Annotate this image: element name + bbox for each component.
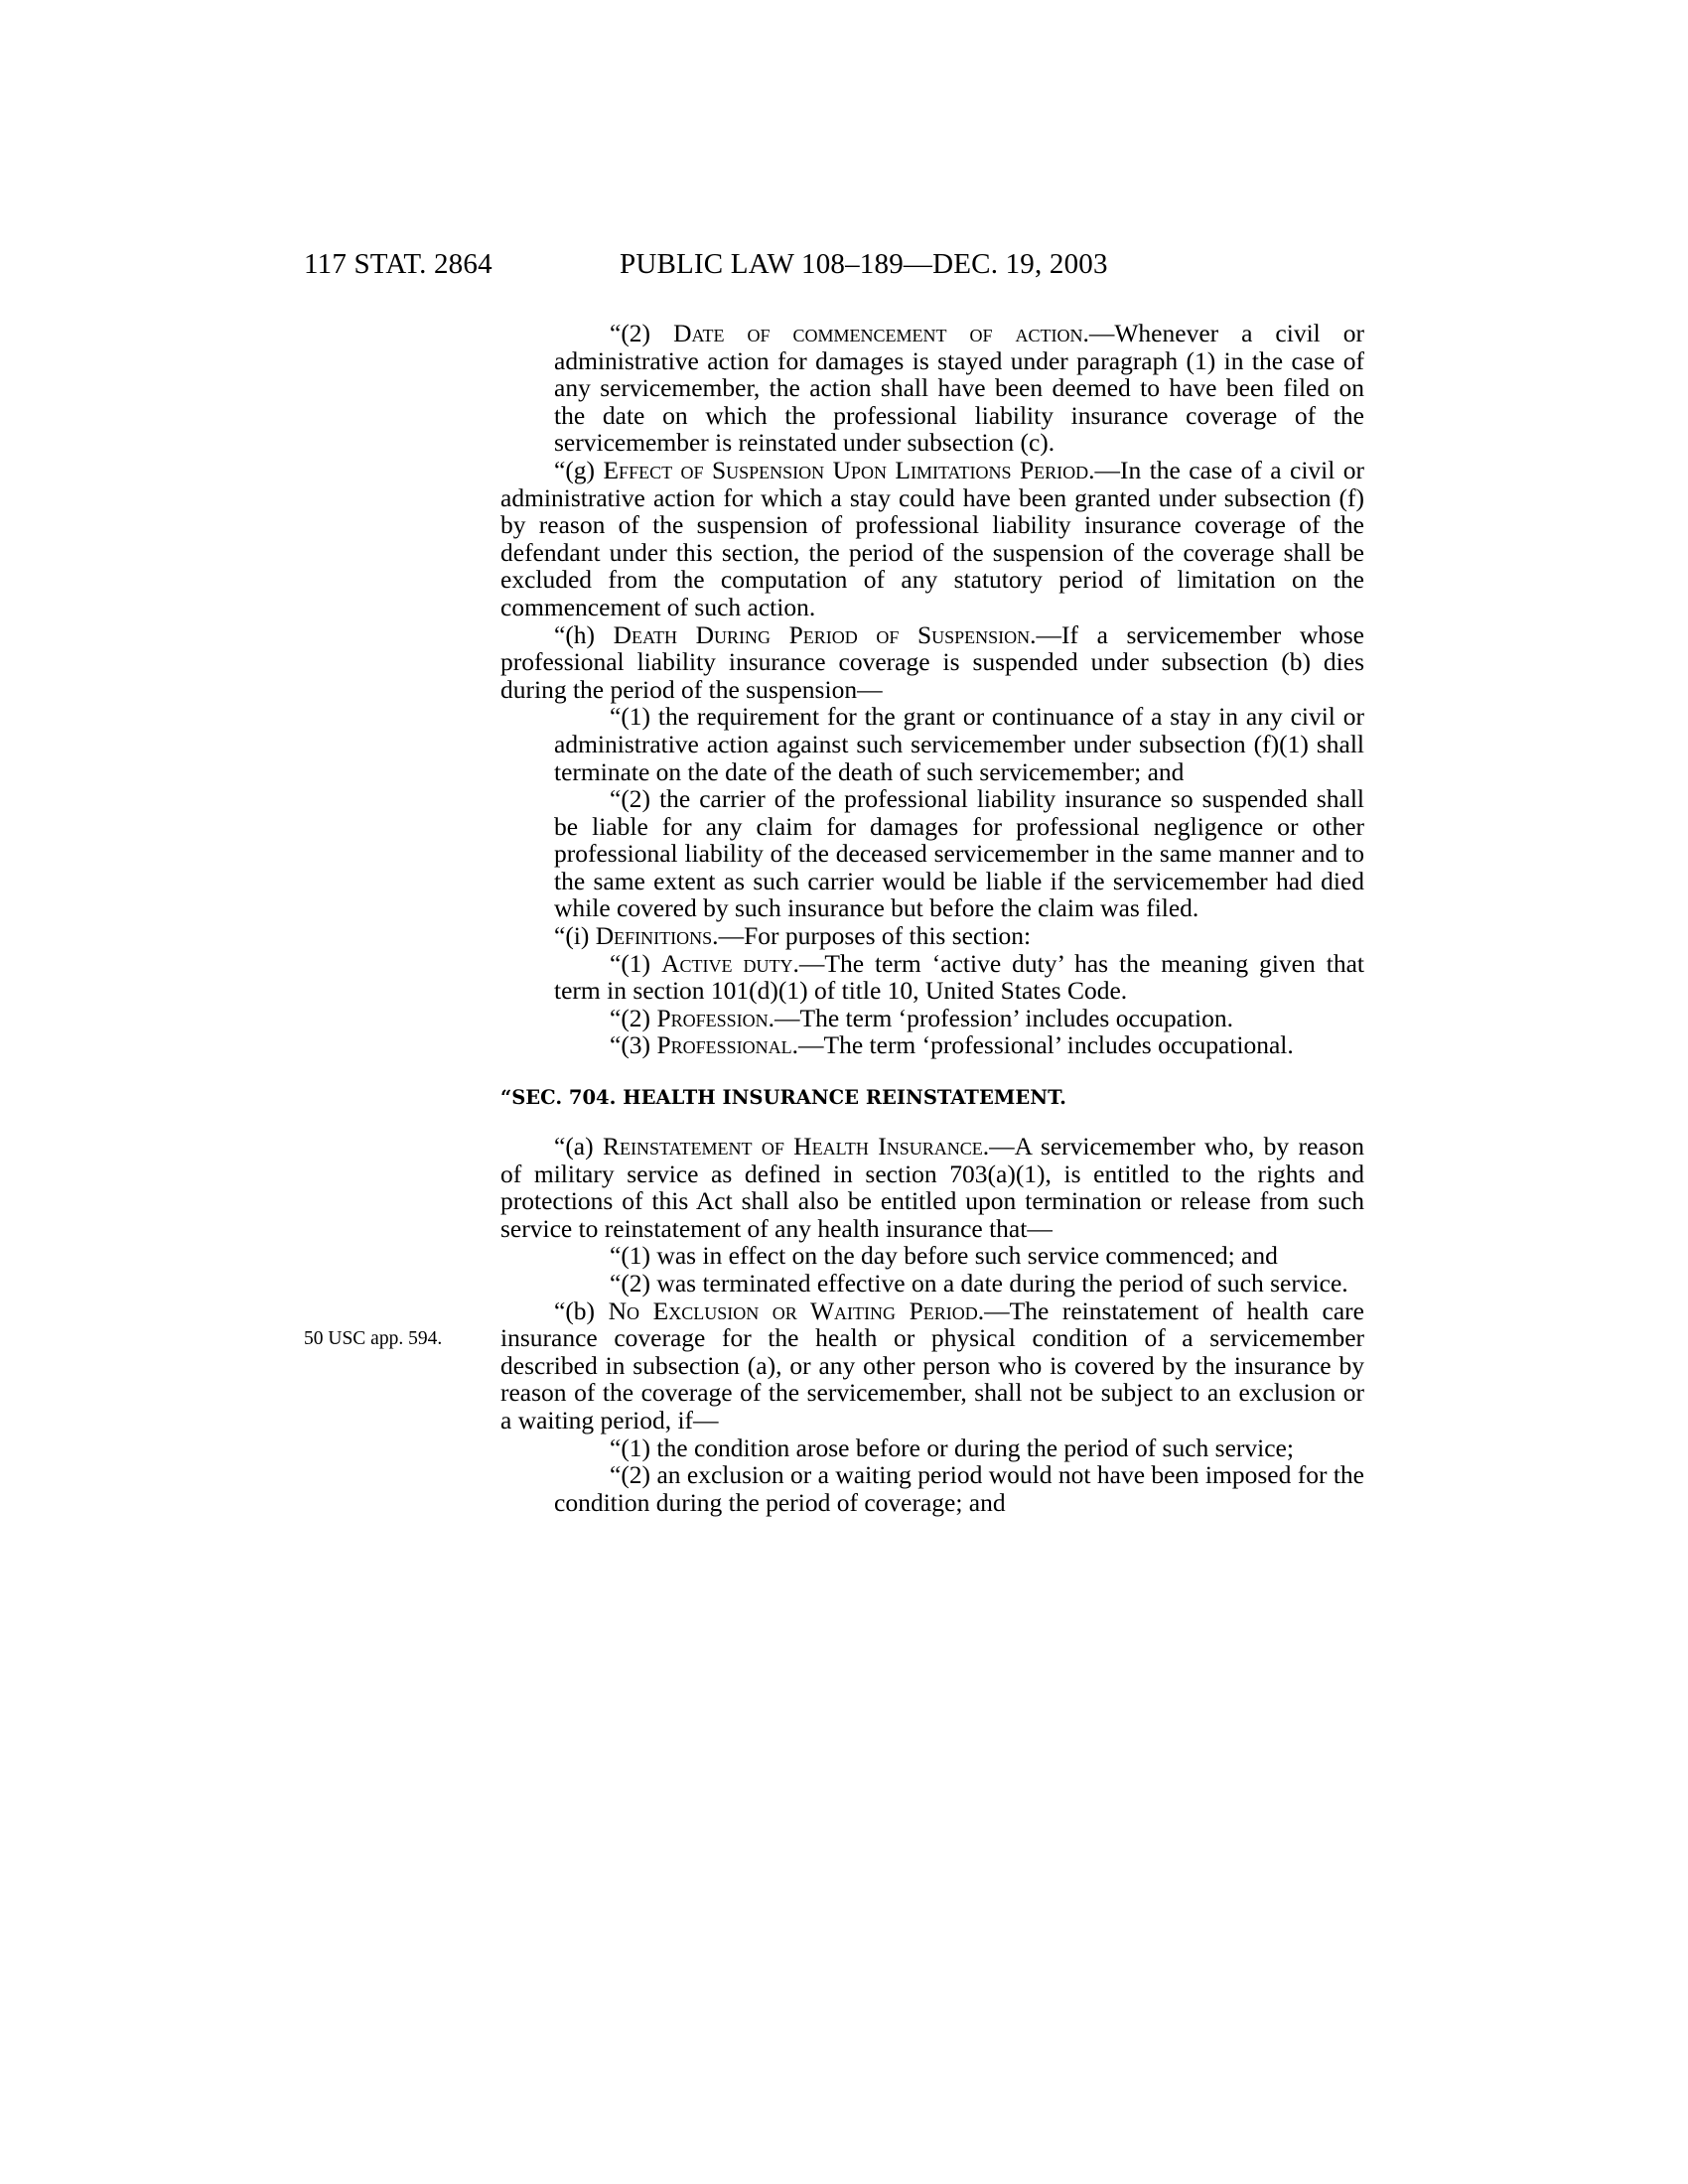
paragraph-heading: Professional.	[656, 1030, 799, 1060]
paragraph-definition-active-duty	[554, 950, 1364, 1005]
paragraph-b-2: “(2) an exclusion or a waiting period would not have been imposed for the condition during the period of coverage; and	[554, 1460, 1364, 1517]
paragraph-a-2: “(2) was terminated effective on a date during the period of such service.	[610, 1269, 1348, 1297]
paragraph-lead: “(h)	[554, 619, 614, 649]
paragraph-lead: “(g)	[554, 455, 604, 484]
paragraph-text: —A servicemember who, by reason of military service as defined in section 703(a)(1), is entitled to the rights and protections of this Act shall also be entitled upon termination or release from such service to reinstatement of any health insurance that—	[500, 1132, 1365, 1243]
paragraph-heading: Reinstatement of Health Insurance.	[602, 1132, 990, 1161]
paragraph-lead: “(3)	[610, 1030, 657, 1060]
paragraph-text: —The reinstatement of health care insurance coverage for the health or physical condition of a servicemember described in subsection (a), or any other person who is covered by the insurance by reason of the coverage of the servicemember, shall not be subject to an exclusion or a waiting period, if—	[500, 1296, 1364, 1434]
paragraph-subsection-a	[500, 1133, 1364, 1242]
paragraph-lead: “(2)	[610, 319, 674, 347]
paragraph-lead: “(i)	[554, 921, 596, 951]
paragraph-subsection-g	[500, 457, 1364, 621]
paragraph-text: —Whenever a civil or administrative action for damages is stayed under paragraph (1) in the case of any servicemember, the action shall have been deemed to have been filed on the date on which the professional liability insurance coverage of the servicemember is reinstated under subsection (c).	[554, 319, 1364, 458]
paragraph-heading: Effect of Suspension Upon Limitations Period.	[603, 455, 1095, 484]
paragraph-heading: Date of commencement of action.	[673, 319, 1089, 347]
page-header	[0, 248, 1688, 288]
page-title: PUBLIC LAW 108–189—DEC. 19, 2003	[620, 248, 1108, 280]
paragraph-heading: Profession.	[656, 1003, 775, 1032]
paragraph-heading: Definitions.	[595, 921, 719, 951]
paragraph-h-1: “(1) the requirement for the grant or continuance of a stay in any civil or administrative action against such servicemember under subsection (f)(1) shall terminate on the date of the death of such servicemember; and	[554, 702, 1364, 786]
paragraph-a-1: “(1) was in effect on the day before such service commenced; and	[610, 1241, 1278, 1271]
margin-citation: 50 USC app. 594.	[304, 1328, 443, 1349]
paragraph-subsection-h	[500, 621, 1364, 704]
paragraph-h-2: “(2) the carrier of the professional liability insurance so suspended shall be liable for any claim for damages for professional negligence or other professional liability of the deceased servicemember in the same manner and to the same extent as such carrier would be liable if the servicemember had died while covered by such insurance but before the claim was filed.	[554, 784, 1364, 923]
paragraph-date-of-commencement	[554, 320, 1364, 457]
paragraph-text: —The term ‘profession’ includes occupation.	[774, 1003, 1233, 1032]
paragraph-definition-professional	[554, 1031, 1364, 1059]
paragraph-lead: “(b)	[554, 1296, 609, 1325]
section-heading: “SEC. 704. HEALTH INSURANCE REINSTATEMENT.	[500, 1086, 1066, 1110]
paragraph-text: —For purposes of this section:	[718, 921, 1032, 951]
paragraph-definition-profession	[554, 1005, 1364, 1032]
paragraph-text: —The term ‘active duty’ has the meaning given that term in section 101(d)(1) of title 10, United States Code.	[554, 948, 1365, 1006]
document-body	[500, 320, 1364, 1516]
paragraph-heading: No Exclusion or Waiting Period.	[608, 1296, 985, 1325]
paragraph-subsection-i	[500, 922, 1364, 950]
paragraph-b-1: “(1) the condition arose before or during the period of such service;	[610, 1433, 1294, 1462]
paragraph-lead: “(1)	[610, 948, 662, 978]
paragraph-heading: Death During Period of Suspension.	[613, 619, 1037, 649]
paragraph-lead: “(2)	[610, 1003, 657, 1032]
paragraph-heading: Active duty.	[661, 948, 799, 978]
statute-reference: 117 STAT. 2864	[304, 248, 492, 280]
paragraph-subsection-b	[500, 1297, 1364, 1434]
paragraph-text: —In the case of a civil or administrative action for which a stay could have been granted under subsection (f) by reason of the suspension of professional liability insurance coverage of the defendant under this section, the period of the suspension of the coverage shall be excluded from the computation of any statutory period of limitation on the commencement of such action.	[500, 455, 1364, 621]
paragraph-lead: “(a)	[554, 1132, 603, 1161]
paragraph-text: —If a servicemember whose professional liability insurance coverage is suspended under subsection (b) dies during the period of the suspension—	[500, 619, 1364, 704]
paragraph-text: —The term ‘professional’ includes occupational.	[798, 1030, 1294, 1060]
